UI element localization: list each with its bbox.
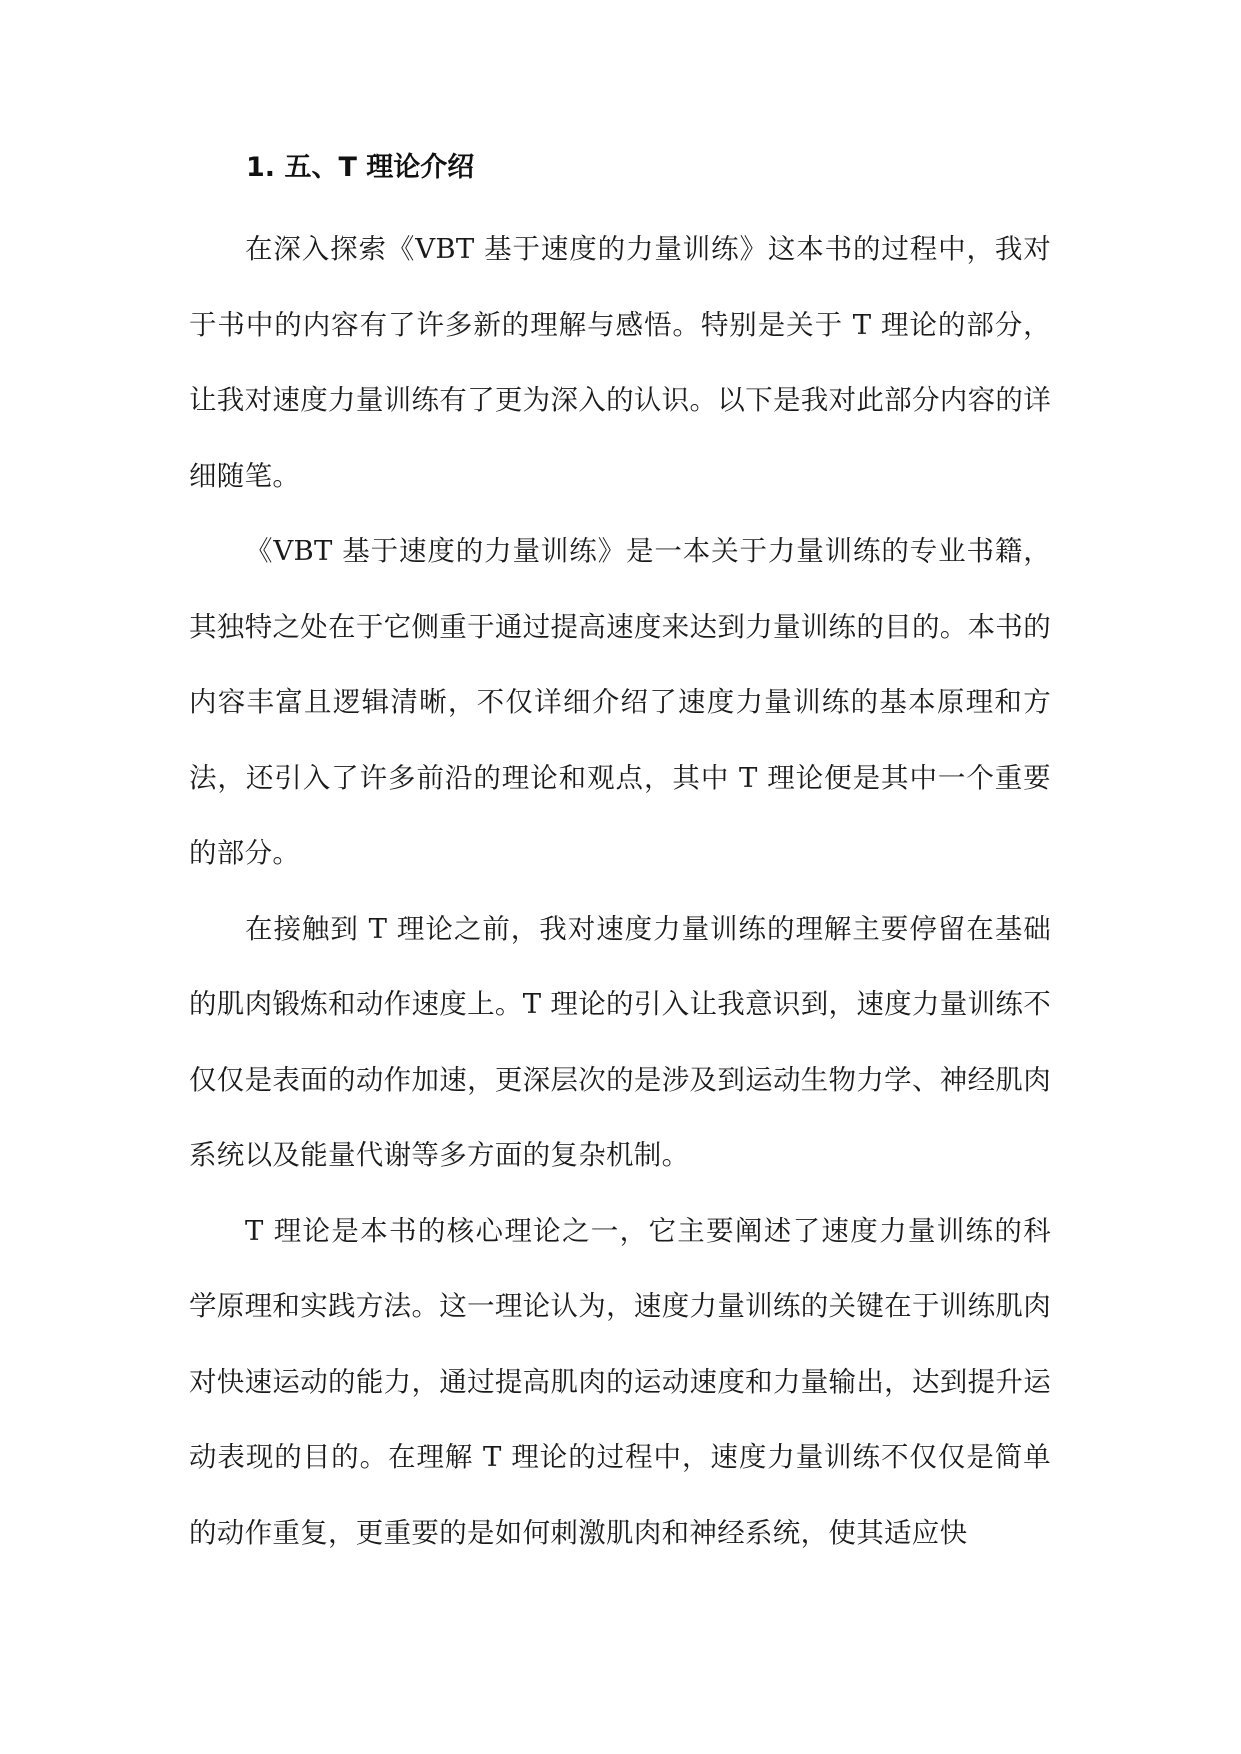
paragraph-book-overview: 《VBT 基于速度的力量训练》是一本关于力量训练的专业书籍，其独特之处在于它侧重于通过提高速度来达到力量训练的目的。本书的内容丰富且逻辑清晰，不仅详细介绍了速度力量训练的基本原理和方法，还引入了许多前沿的理论和观点，其中 T 理论便是其中一个重要的部分。	[189, 535, 1051, 869]
document-body	[189, 146, 1051, 1571]
paragraph-intro: 在深入探索《VBT 基于速度的力量训练》这本书的过程中，我对于书中的内容有了许多新的理解与感悟。特别是关于 T 理论的部分，让我对速度力量训练有了更为深入的认识。以下是我对此部分内容的详细随笔。	[189, 233, 1051, 492]
paragraph-t-theory-core: T 理论是本书的核心理论之一，它主要阐述了速度力量训练的科学原理和实践方法。这一理论认为，速度力量训练的关键在于训练肌肉对快速运动的能力，通过提高肌肉的运动速度和力量输出，达到提升运动表现的目的。在理解 T 理论的过程中，速度力量训练不仅仅是简单的动作重复，更重要的是如何刺激肌肉和神经系统，使其适应快	[189, 1214, 1051, 1549]
section-heading: 1. 五、T 理论介绍	[246, 152, 475, 183]
paragraph-before-t-theory: 在接触到 T 理论之前，我对速度力量训练的理解主要停留在基础的肌肉锻炼和动作速度上。T 理论的引入让我意识到，速度力量训练不仅仅是表面的动作加速，更深层次的是涉及到运动生物力学、神经肌肉系统以及能量代谢等多方面的复杂机制。	[189, 912, 1051, 1171]
